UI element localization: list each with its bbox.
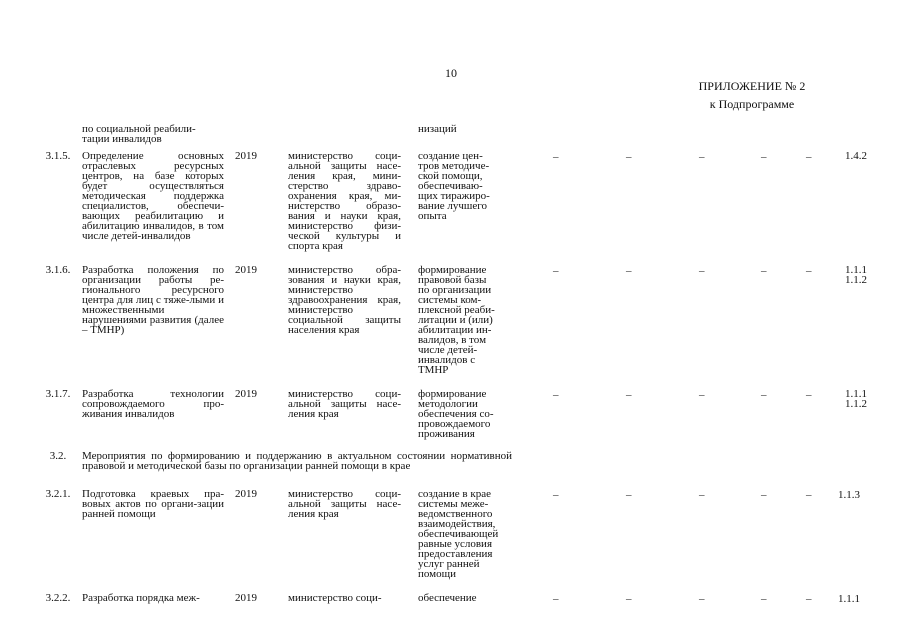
row-dash: – xyxy=(626,265,632,277)
row-number: 3.1.5. xyxy=(45,150,71,162)
row-number: 3.2.2. xyxy=(45,592,71,604)
row-year: 2019 xyxy=(235,264,257,276)
appendix-title: ПРИЛОЖЕНИЕ № 2 xyxy=(698,79,806,93)
row-dash: – xyxy=(626,389,632,401)
row-dash: – xyxy=(626,593,632,605)
row-dash: – xyxy=(699,489,705,501)
row-dash: – xyxy=(699,265,705,277)
row-result: обеспечение xyxy=(418,592,477,604)
row-dash: – xyxy=(626,489,632,501)
appendix-header xyxy=(690,77,814,113)
row-dash: – xyxy=(761,389,767,401)
appendix-subtitle: к Подпрограмме xyxy=(709,97,795,111)
row-number: 3.1.7. xyxy=(45,388,71,400)
row-responsible: министерство обра-зования и науки края, министерство здравоохранения края, министерство социальной защиты населения края xyxy=(288,264,401,336)
row-responsible: министерство соци-альной защиты насе-ления края xyxy=(288,388,401,420)
row-dash: – xyxy=(806,489,812,501)
continuation-result: низаций xyxy=(418,123,457,135)
row-number: 3.1.6. xyxy=(45,264,71,276)
row-dash: – xyxy=(699,151,705,163)
row-dash: – xyxy=(553,265,559,277)
row-dash: – xyxy=(699,593,705,605)
row-dash: – xyxy=(761,151,767,163)
row-link: 1.1.3 xyxy=(838,489,860,501)
row-name: Разработка технологии сопровождаемого про-живания инвалидов xyxy=(82,388,224,420)
row-year: 2019 xyxy=(235,150,257,162)
row-link: 1.1.1 1.1.2 xyxy=(845,264,867,286)
row-dash: – xyxy=(761,265,767,277)
row-dash: – xyxy=(806,151,812,163)
continuation-name: по социальной реабили- тации инвалидов xyxy=(82,123,196,145)
row-dash: – xyxy=(806,265,812,277)
row-link: 1.1.1 xyxy=(838,593,860,605)
row-number: 3.2.1. xyxy=(45,488,71,500)
row-responsible: министерство соци- xyxy=(288,592,382,604)
row-name: Подготовка краевых пра-вовых актов по органи-зации ранней помощи xyxy=(82,488,224,520)
row-result: формирование методологии обеспечения со- провождаемого проживания xyxy=(418,388,494,440)
row-year: 2019 xyxy=(235,592,257,604)
row-dash: – xyxy=(553,593,559,605)
row-result: создание цен- тров методиче- ской помощи, обеспечиваю- щих тиражиро- вание лучшего опыта xyxy=(418,150,490,222)
row-name: Определение основных отраслевых ресурсных центров, на базе которых будет осуществляться методическая поддержка специалистов, обеспечи-вающих реабилитацию и абилитацию инвалидов, в том числе детей-инвалидов xyxy=(82,150,224,242)
row-dash: – xyxy=(626,151,632,163)
section-title: Мероприятия по формированию и поддержанию в актуальном состоянии нормативной правовой и методической базы по организации ранней помощи в крае xyxy=(82,450,512,472)
row-dash: – xyxy=(553,489,559,501)
row-dash: – xyxy=(806,389,812,401)
section-number: 3.2. xyxy=(49,450,67,462)
row-name: Разработка положения по организации работы ре-гионального ресурсного центра для лиц с тяже-лыми и множественными нарушениями развития (далее – ТМНР) xyxy=(82,264,224,336)
row-dash: – xyxy=(553,151,559,163)
page-number: 10 xyxy=(445,66,457,80)
row-name: Разработка порядка меж- xyxy=(82,592,200,604)
row-dash: – xyxy=(553,389,559,401)
row-dash: – xyxy=(699,389,705,401)
row-responsible: министерство соци-альной защиты насе-ления края, мини-стерство здраво-охранения края, ми-нистерство образо-вания и науки края, министерство физи-ческой культуры и спорта края xyxy=(288,150,401,252)
row-link: 1.1.1 1.1.2 xyxy=(845,388,867,410)
row-dash: – xyxy=(806,593,812,605)
row-link: 1.4.2 xyxy=(845,150,867,162)
row-year: 2019 xyxy=(235,488,257,500)
row-result: формирование правовой базы по организации системы ком- плексной реаби- литации и (или) абилитации ин- валидов, в том числе детей- инвалидов с ТМНР xyxy=(418,264,495,376)
row-result: создание в крае системы меже- ведомственного взаимодействия, обеспечивающей равные условия предоставления услуг ранней помощи xyxy=(418,488,499,580)
row-dash: – xyxy=(761,489,767,501)
row-year: 2019 xyxy=(235,388,257,400)
row-dash: – xyxy=(761,593,767,605)
row-responsible: министерство соци-альной защиты насе-ления края xyxy=(288,488,401,520)
